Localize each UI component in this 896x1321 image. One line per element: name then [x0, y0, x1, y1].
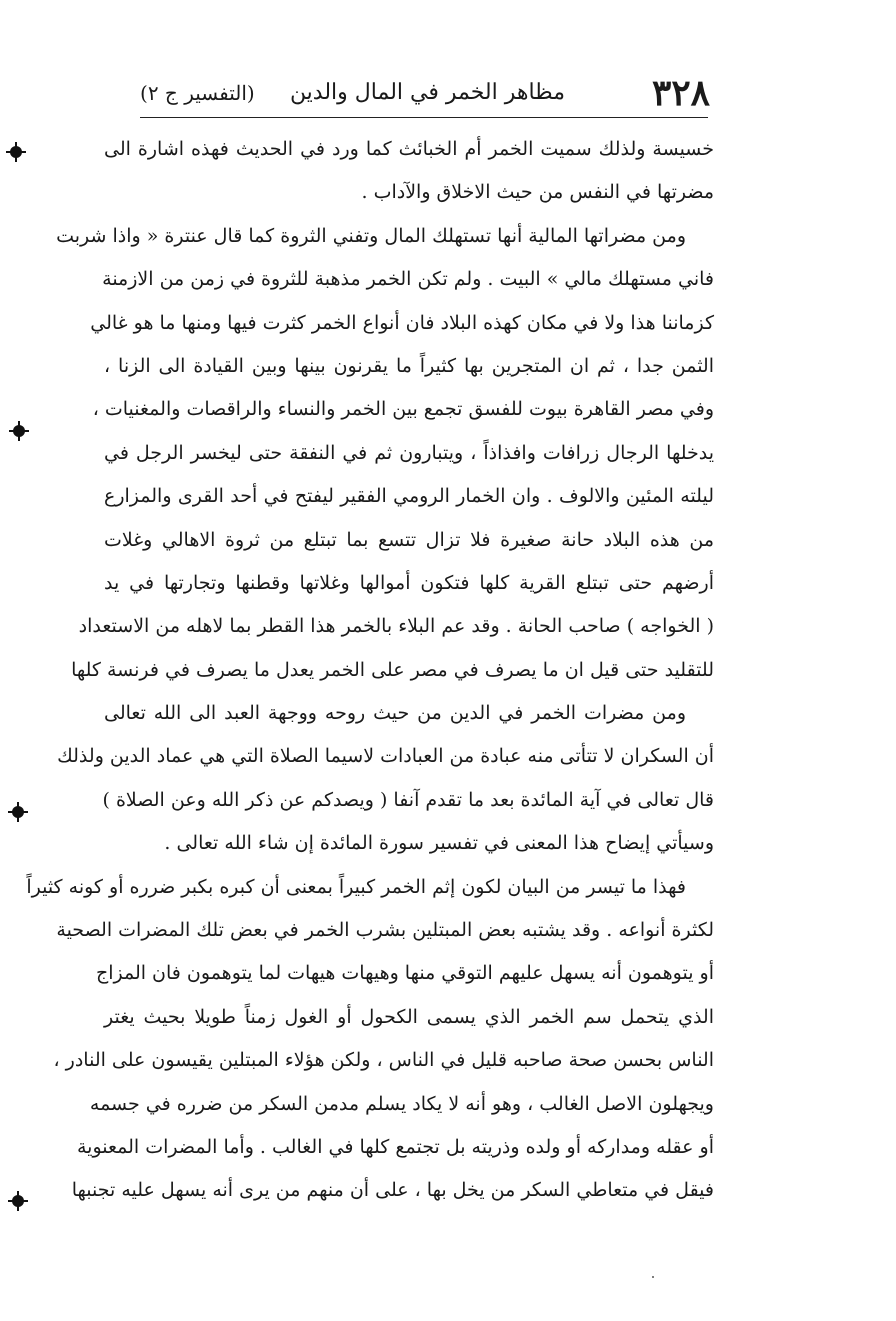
- margin-mark-icon: [12, 1195, 24, 1207]
- text-line: وفي مصر القاهرة بيوت للفسق تجمع بين الخمر والنساء والراقصات والمغنيات ،: [92, 398, 714, 421]
- text-line: كزماننا هذا ولا في مكان كهذه البلاد فان أنواع الخمر كثرت فيها ومنها ما هو غالي: [90, 311, 714, 334]
- text-line: وسيأتي إيضاح هذا المعنى في تفسير سورة المائدة إن شاء الله تعالى .: [164, 832, 714, 855]
- text-line: ومن مضرات الخمر في الدين من حيث روحه ووجهة العبد الى الله تعالى: [104, 702, 686, 725]
- text-line: الثمن جدا ، ثم ان المتجرين بها كثيراً ما يقرنون بينها وبين القيادة الى الزنا ،: [104, 354, 714, 377]
- margin-mark-icon: [13, 425, 25, 437]
- volume-reference: (التفسير ج ٢): [140, 81, 255, 105]
- text-line: ويجهلون الاصل الغالب ، وهو أنه لا يكاد يسلم مدمن السكر من ضرره في جسمه: [89, 1092, 714, 1115]
- margin-mark-icon: [10, 146, 22, 158]
- text-line: يدخلها الرجال زرافات وافذاذاً ، ويتبارون ثم في النفقة حتى ليخسر الرجل في: [104, 441, 714, 464]
- running-title: مظاهر الخمر في المال والدين: [289, 80, 565, 105]
- scan-speck: [652, 1276, 654, 1278]
- text-line: أو عقله ومداركه أو ولده وذريته بل تجتمع كلها في الغالب . وأما المضرات المعنوية: [76, 1135, 714, 1158]
- text-line: ( الخواجه ) صاحب الحانة . وقد عم البلاء بالخمر هذا القطر بما لاهله من الاستعداد: [78, 615, 714, 638]
- text-line: فاني مستهلك مالي » البيت . ولم تكن الخمر مذهبة للثروة في زمن من الازمنة: [102, 268, 714, 291]
- header-rule: [140, 117, 708, 118]
- margin-mark-icon: [12, 806, 24, 818]
- text-line: قال تعالى في آية المائدة بعد ما تقدم آنفا ( ويصدكم عن ذكر الله وعن الصلاة ): [102, 788, 714, 811]
- text-line: لكثرة أنواعه . وقد يشتبه بعض المبتلين بشرب الخمر في بعض تلك المضرات الصحية: [56, 919, 714, 942]
- text-line: للتقليد حتى قيل ان ما يصرف في مصر على الخمر يعدل ما يصرف في فرنسة كلها: [71, 658, 714, 681]
- text-line: أن السكران لا تتأتى منه عبادة من العبادات لاسيما الصلاة التي هي عماد الدين ولذلك: [57, 745, 714, 768]
- text-line: ومن مضراتها المالية أنها تستهلك المال وتفني الثروة كما قال عنترة « واذا شربت: [56, 224, 686, 247]
- body-text: [26, 128, 714, 1213]
- text-line: فهذا ما تيسر من البيان لكون إثم الخمر كبيراً بمعنى أن كبره بكبر ضرره أو كونه كثيراً: [26, 875, 686, 898]
- text-line: الناس بحسن صحة صاحبه قليل في الناس ، ولكن هؤلاء المبتلين يقيسون على النادر ،: [53, 1049, 714, 1072]
- text-line: فيقل في متعاطي السكر من يخل بها ، على أن منهم من يرى أنه يسهل عليه تجنبها: [71, 1179, 714, 1202]
- text-line: ليلته المئين والالوف . وان الخمار الرومي الفقير ليفتح في أحد القرى والمزارع: [104, 485, 714, 508]
- text-line: أرضهم حتى تبتلع القرية كلها فتكون أموالها وغلاتها وقطنها وتجارتها في يد: [104, 571, 714, 594]
- page-number: ٣٢٨: [651, 72, 710, 114]
- text-line: أو يتوهمون أنه يسهل عليهم التوقي منها وهيهات هيهات لما يتوهمون فان المزاج: [95, 962, 714, 985]
- text-line: من هذه البلاد حانة صغيرة فلا تزال تتسع بما تبتلع من ثروة الاهالي وغلات: [104, 528, 714, 551]
- text-line: مضرتها في النفس من حيث الاخلاق والآداب .: [361, 181, 714, 204]
- text-line: خسيسة ولذلك سميت الخمر أم الخبائث كما ورد في الحديث فهذه اشارة الى: [104, 138, 714, 160]
- page-header: [140, 70, 710, 116]
- text-line: الذي يتحمل سم الخمر الذي يسمى الكحول أو الغول زمناً طويلا بحيث يغتر: [104, 1005, 714, 1028]
